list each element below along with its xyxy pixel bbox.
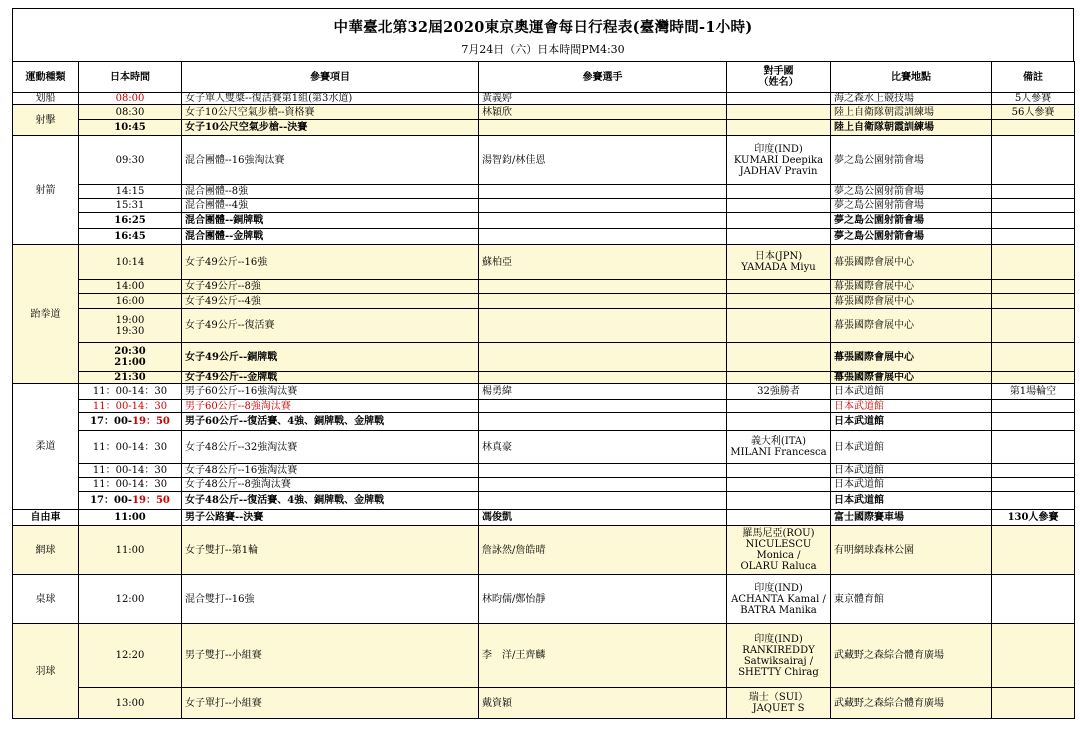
venue-cell: 夢之島公園射箭會場	[831, 199, 992, 213]
venue-cell: 幕張國際會展中心	[831, 245, 992, 280]
venue-cell: 武藏野之森綜合體育廣場	[831, 624, 992, 688]
table-row	[13, 136, 1075, 185]
time-cell	[79, 492, 182, 510]
sport-cell: 桌球	[13, 575, 79, 624]
opponent-cell: 義大利(ITA) MILANI Francesca	[727, 431, 831, 464]
venue-cell: 夢之島公園射箭會場	[831, 185, 992, 199]
time-cell: 11：00-14：30	[79, 384, 182, 400]
schedule-sheet	[12, 8, 1074, 719]
event-cell: 女子49公斤--復活賽	[182, 309, 479, 343]
athletes-cell	[479, 413, 727, 431]
athletes-cell: 蘇柏亞	[479, 245, 727, 280]
note-cell: 56人參賽	[992, 105, 1075, 120]
time-start: 17：00-	[90, 495, 133, 506]
event-cell: 男子60公斤--16強淘汰賽	[182, 384, 479, 400]
col-header-venue: 比賽地點	[831, 62, 992, 93]
venue-cell: 幕張國際會展中心	[831, 294, 992, 309]
table-row	[13, 464, 1075, 478]
time-cell: 16:45	[79, 229, 182, 245]
col-header-opponent: 對手國 （姓名）	[727, 62, 831, 93]
note-cell	[992, 294, 1075, 309]
venue-cell: 武藏野之森綜合體育廣場	[831, 688, 992, 719]
col-header-note: 備註	[992, 62, 1075, 93]
opponent-cell	[727, 185, 831, 199]
athletes-cell	[479, 199, 727, 213]
event-cell: 女子48公斤--32強淘汰賽	[182, 431, 479, 464]
athletes-cell: 黃義婷	[479, 93, 727, 105]
time-start: 17：00-	[90, 416, 133, 427]
note-cell: 5人參賽	[992, 93, 1075, 105]
table-row	[13, 309, 1075, 343]
event-cell: 混合團體--金牌戰	[182, 229, 479, 245]
athletes-cell: 林真豪	[479, 431, 727, 464]
event-cell: 女子10公尺空氣步槍--決賽	[182, 120, 479, 136]
table-row	[13, 688, 1075, 719]
time-cell: 11：00-14：30	[79, 400, 182, 413]
venue-cell: 日本武道館	[831, 431, 992, 464]
athletes-cell	[479, 492, 727, 510]
note-cell	[992, 136, 1075, 185]
note-cell	[992, 199, 1075, 213]
schedule-table	[12, 61, 1075, 719]
athletes-cell	[479, 280, 727, 294]
time-cell: 08:00	[79, 93, 182, 105]
event-cell: 男子公路賽--決賽	[182, 510, 479, 526]
table-row	[13, 413, 1075, 431]
opponent-cell	[727, 294, 831, 309]
event-cell: 女子單打--小組賽	[182, 688, 479, 719]
venue-cell: 日本武道館	[831, 492, 992, 510]
opponent-cell	[727, 464, 831, 478]
table-row	[13, 105, 1075, 120]
event-cell: 女子單人雙槳--復活賽第1組(第3水道)	[182, 93, 479, 105]
time-end: 19：50	[132, 416, 170, 427]
note-cell	[992, 245, 1075, 280]
athletes-cell	[479, 372, 727, 384]
table-row	[13, 478, 1075, 492]
note-cell	[992, 526, 1075, 575]
athletes-cell	[479, 185, 727, 199]
note-cell	[992, 229, 1075, 245]
page-title: 中華臺北第32屆2020東京奧運會每日行程表(臺灣時間-1小時)	[333, 19, 753, 36]
table-row	[13, 492, 1075, 510]
opponent-cell	[727, 213, 831, 229]
note-cell	[992, 372, 1075, 384]
note-cell	[992, 400, 1075, 413]
opponent-cell	[727, 280, 831, 294]
table-row	[13, 526, 1075, 575]
athletes-cell: 湯智鈞/林佳恩	[479, 136, 727, 185]
note-cell: 第1場輪空	[992, 384, 1075, 400]
note-cell	[992, 280, 1075, 294]
col-header-athletes: 參賽選手	[479, 62, 727, 93]
venue-cell: 日本武道館	[831, 400, 992, 413]
time-end: 19：50	[132, 495, 170, 506]
athletes-cell	[479, 343, 727, 372]
athletes-cell	[479, 309, 727, 343]
sport-cell: 柔道	[13, 384, 79, 510]
venue-cell: 東京體育館	[831, 575, 992, 624]
table-row	[13, 294, 1075, 309]
time-cell: 11:00	[79, 510, 182, 526]
opponent-cell: 印度(IND) RANKIREDDY Satwiksairaj / SHETTY Chirag	[727, 624, 831, 688]
note-cell	[992, 413, 1075, 431]
opponent-cell	[727, 413, 831, 431]
athletes-cell	[479, 478, 727, 492]
venue-cell: 夢之島公園射箭會場	[831, 229, 992, 245]
venue-cell: 日本武道館	[831, 464, 992, 478]
athletes-cell	[479, 120, 727, 136]
table-row	[13, 575, 1075, 624]
note-cell	[992, 431, 1075, 464]
note-cell	[992, 492, 1075, 510]
venue-cell: 幕張國際會展中心	[831, 343, 992, 372]
opponent-cell: 羅馬尼亞(ROU) NICULESCU Monica / OLARU Raluca	[727, 526, 831, 575]
venue-cell: 夢之島公園射箭會場	[831, 213, 992, 229]
time-cell: 19:00 19:30	[79, 309, 182, 343]
col-header-time: 日本時間	[79, 62, 182, 93]
venue-cell: 海之森水上競技場	[831, 93, 992, 105]
athletes-cell: 李 洋/王齊麟	[479, 624, 727, 688]
event-cell: 男子60公斤--8強淘汰賽	[182, 400, 479, 413]
note-cell: 130人參賽	[992, 510, 1075, 526]
athletes-cell: 馮俊凱	[479, 510, 727, 526]
table-row	[13, 372, 1075, 384]
note-cell	[992, 185, 1075, 199]
time-cell: 11：00-14：30	[79, 431, 182, 464]
venue-cell: 幕張國際會展中心	[831, 372, 992, 384]
sport-cell: 射擊	[13, 105, 79, 136]
note-cell	[992, 575, 1075, 624]
venue-cell: 幕張國際會展中心	[831, 309, 992, 343]
opponent-cell	[727, 343, 831, 372]
athletes-cell	[479, 294, 727, 309]
table-row	[13, 93, 1075, 105]
sport-cell: 自由車	[13, 510, 79, 526]
venue-cell: 有明網球森林公園	[831, 526, 992, 575]
note-cell	[992, 213, 1075, 229]
time-cell: 08:30	[79, 105, 182, 120]
opponent-cell	[727, 229, 831, 245]
table-row	[13, 431, 1075, 464]
time-cell: 20:30 21:00	[79, 343, 182, 372]
event-cell: 女子48公斤--復活賽、4強、銅牌戰、金牌戰	[182, 492, 479, 510]
opponent-cell	[727, 492, 831, 510]
note-cell	[992, 120, 1075, 136]
table-row	[13, 400, 1075, 413]
opponent-cell: 印度(IND) KUMARI Deepika JADHAV Pravin	[727, 136, 831, 185]
table-row	[13, 229, 1075, 245]
title-box	[12, 8, 1074, 61]
table-row	[13, 213, 1075, 229]
opponent-cell: 日本(JPN) YAMADA Miyu	[727, 245, 831, 280]
time-cell: 10:45	[79, 120, 182, 136]
table-row	[13, 384, 1075, 400]
opponent-cell	[727, 400, 831, 413]
opponent-cell: 瑞士（SUI） JAQUET S	[727, 688, 831, 719]
table-row	[13, 245, 1075, 280]
venue-cell: 幕張國際會展中心	[831, 280, 992, 294]
time-cell: 14:00	[79, 280, 182, 294]
time-cell: 16:25	[79, 213, 182, 229]
time-cell: 11：00-14：30	[79, 478, 182, 492]
athletes-cell: 林昀儒/鄭怡靜	[479, 575, 727, 624]
note-cell	[992, 688, 1075, 719]
time-cell: 09:30	[79, 136, 182, 185]
time-cell: 10:14	[79, 245, 182, 280]
opponent-cell	[727, 309, 831, 343]
note-cell	[992, 464, 1075, 478]
time-cell: 11:00	[79, 526, 182, 575]
opponent-cell	[727, 120, 831, 136]
athletes-cell: 林穎欣	[479, 105, 727, 120]
event-cell: 女子雙打--第1輪	[182, 526, 479, 575]
time-cell: 21:30	[79, 372, 182, 384]
time-cell: 12:00	[79, 575, 182, 624]
sport-cell: 羽球	[13, 624, 79, 719]
venue-cell: 陸上自衛隊朝霞訓練場	[831, 120, 992, 136]
event-cell: 女子49公斤--4強	[182, 294, 479, 309]
event-cell: 混合團體--8強	[182, 185, 479, 199]
event-cell: 女子48公斤--8強淘汰賽	[182, 478, 479, 492]
event-cell: 女子48公斤--16強淘汰賽	[182, 464, 479, 478]
opponent-cell	[727, 372, 831, 384]
event-cell: 混合團體--銅牌戰	[182, 213, 479, 229]
event-cell: 女子49公斤--8強	[182, 280, 479, 294]
venue-cell: 日本武道館	[831, 384, 992, 400]
athletes-cell	[479, 464, 727, 478]
time-cell: 16:00	[79, 294, 182, 309]
opponent-cell: 印度(IND) ACHANTA Kamal / BATRA Manika	[727, 575, 831, 624]
event-cell: 混合團體--16強淘汰賽	[182, 136, 479, 185]
table-row	[13, 185, 1075, 199]
table-row	[13, 624, 1075, 688]
athletes-cell: 詹詠然/詹皓晴	[479, 526, 727, 575]
sport-cell: 划船	[13, 93, 79, 105]
event-cell: 男子雙打--小組賽	[182, 624, 479, 688]
time-cell: 13:00	[79, 688, 182, 719]
table-row	[13, 120, 1075, 136]
athletes-cell: 戴資穎	[479, 688, 727, 719]
sport-cell: 跆拳道	[13, 245, 79, 384]
opponent-cell: 32強勝者	[727, 384, 831, 400]
time-cell: 12:20	[79, 624, 182, 688]
athletes-cell	[479, 229, 727, 245]
page-subtitle: 7月24日（六）日本時間PM4:30	[461, 43, 625, 56]
header-row	[13, 62, 1075, 93]
event-cell: 女子49公斤--金牌戰	[182, 372, 479, 384]
time-cell: 14:15	[79, 185, 182, 199]
event-cell: 混合團體--4強	[182, 199, 479, 213]
event-cell: 女子49公斤--銅牌戰	[182, 343, 479, 372]
athletes-cell	[479, 400, 727, 413]
note-cell	[992, 478, 1075, 492]
opponent-cell	[727, 105, 831, 120]
col-header-sport: 運動種類	[13, 62, 79, 93]
time-cell: 11：00-14：30	[79, 464, 182, 478]
event-cell: 女子49公斤--16強	[182, 245, 479, 280]
venue-cell: 夢之島公園射箭會場	[831, 136, 992, 185]
note-cell	[992, 624, 1075, 688]
venue-cell: 陸上自衛隊朝霞訓練場	[831, 105, 992, 120]
note-cell	[992, 309, 1075, 343]
opponent-cell	[727, 93, 831, 105]
sport-cell: 射箭	[13, 136, 79, 245]
event-cell: 混合雙打--16強	[182, 575, 479, 624]
venue-cell: 富士國際賽車場	[831, 510, 992, 526]
table-row	[13, 510, 1075, 526]
opponent-cell	[727, 199, 831, 213]
col-header-event: 參賽項目	[182, 62, 479, 93]
table-row	[13, 199, 1075, 213]
athletes-cell: 楊勇緯	[479, 384, 727, 400]
table-row	[13, 280, 1075, 294]
event-cell: 女子10公尺空氣步槍--資格賽	[182, 105, 479, 120]
venue-cell: 日本武道館	[831, 413, 992, 431]
time-cell	[79, 413, 182, 431]
sport-cell: 網球	[13, 526, 79, 575]
event-cell: 男子60公斤--復活賽、4強、銅牌戰、金牌戰	[182, 413, 479, 431]
venue-cell: 日本武道館	[831, 478, 992, 492]
athletes-cell	[479, 213, 727, 229]
time-cell: 15:31	[79, 199, 182, 213]
table-row	[13, 343, 1075, 372]
opponent-cell	[727, 510, 831, 526]
note-cell	[992, 343, 1075, 372]
opponent-cell	[727, 478, 831, 492]
